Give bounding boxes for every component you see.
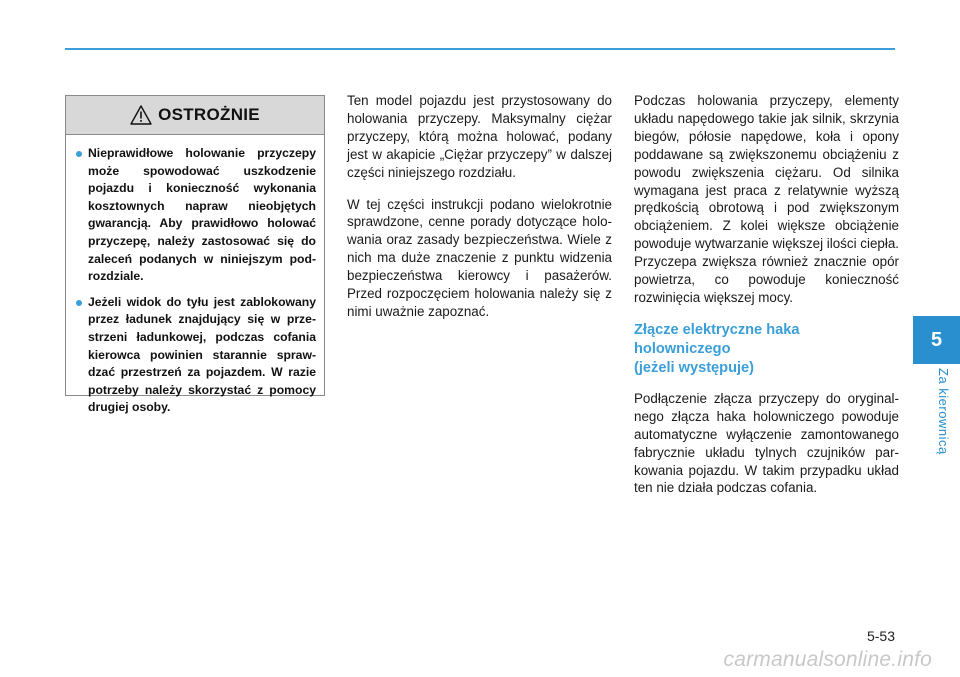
- top-rule: [65, 48, 895, 50]
- caution-title: OSTROŻNIE: [158, 105, 260, 124]
- chapter-tab[interactable]: 5: [913, 316, 960, 364]
- caution-box: [65, 95, 325, 415]
- chapter-side-label: Za kierownicą: [936, 368, 951, 455]
- caution-item: [76, 294, 316, 417]
- bullet-icon: [76, 300, 82, 306]
- caution-list: [66, 135, 324, 417]
- caution-header: [66, 96, 324, 135]
- paragraph: Podłączenie złącza przyczepy do oryginalnego złącza haka holowniczego powoduje automatyczne wyłączenie zamontowanego fabrycznie układu tylnych czujników parkowania pojazdu. W takim przypadku układ ten nie działa podczas cofania.: [634, 390, 899, 496]
- bullet-icon: [76, 151, 82, 157]
- watermark: carmanualsonline.info: [723, 648, 932, 671]
- section-heading: [634, 321, 899, 378]
- paragraph: Podczas holowania przyczepy, elementy układu napędowego takie jak silnik, skrzynia biegów, półosie napędowe, koła i opony poddawane są zwiększonemu obciążeniu z powodu zwiększenia ciężaru. Od silnika wymagana jest praca z relatywnie wyższą prędkością obrotową i pod zwiększonym obciążeniem. Z kolei większe obciążenie powoduje wytwarzanie większej ilości ciepła. Przyczepa zwiększa również znacznie opór powietrza, co powoduje konieczność rozwinięcia większej mocy.: [634, 93, 899, 305]
- page-number: 5-53: [866, 628, 895, 644]
- paragraph: Ten model pojazdu jest przystosowany do holowania przyczepy. Maksymalny ciężar przyczepy, którą można holować, podany jest w akapicie „Ciężar przyczepy” w dalszej części niniejszego rozdziału.: [347, 93, 612, 180]
- section-heading-line: Złącze elektryczne haka holowniczego: [634, 321, 800, 357]
- caution-item-text: Jeżeli widok do tyłu jest zablokowany przez ładunek znajdujący się w przestrzeni ładunkowej, podczas cofania kierowca powinien starannie sprawdzać przestrzeń za pojazdem. W razie potrzeby należy skorzystać z pomocy drugiej osoby.: [88, 294, 316, 415]
- section-heading-line: (jeżeli występuje): [634, 359, 755, 376]
- right-column: [634, 92, 899, 511]
- middle-column: [347, 92, 612, 335]
- warning-triangle-icon: [130, 105, 152, 125]
- paragraph: W tej części instrukcji podano wielokrotnie sprawdzone, cenne porady dotyczące holowania oraz zasady bezpieczeństwa. Wiele z nich ma duże znaczenie z punktu widzenia bezpieczeństwa kierowcy i pasażerów. Przed rozpoczęciem holowania należy się z nimi uważnie zapoznać.: [347, 196, 612, 319]
- caution-item-text: Nieprawidłowe holowanie przyczepy może spowodować uszkodzenie pojazdu i konieczność wykonania kosztownych napraw nieobjętych gwarancją. Aby prawidłowo holować przyczepę, należy zastosować się do zaleceń podanych w niniejszym podrozdziale.: [88, 146, 316, 284]
- caution-item: [76, 145, 316, 286]
